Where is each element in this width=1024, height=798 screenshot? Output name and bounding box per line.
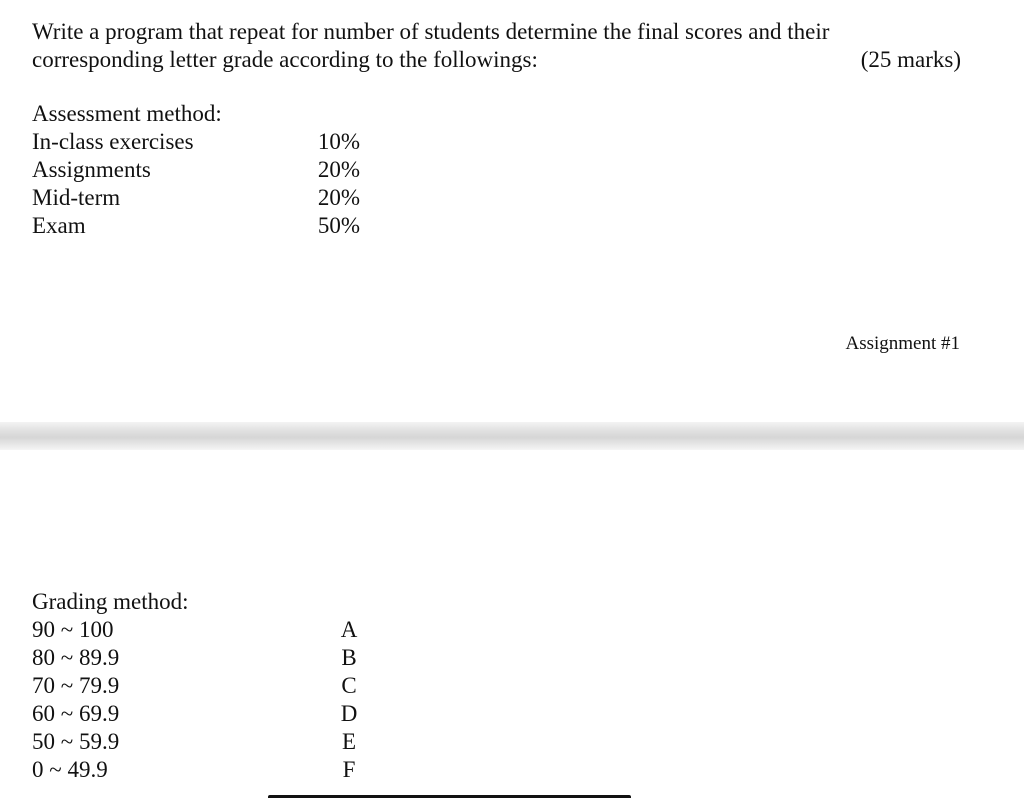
assessment-row <box>32 156 392 184</box>
score-range: 70 ~ 79.9 <box>32 673 120 698</box>
grading-row <box>32 756 392 784</box>
assessment-label: In-class exercises <box>32 129 194 154</box>
grading-row <box>32 728 392 756</box>
page-separator <box>0 422 1024 450</box>
letter-grade: D <box>340 701 358 726</box>
letter-grade: F <box>342 757 356 782</box>
grading-row <box>32 616 392 644</box>
grading-method-title: Grading method: <box>32 589 189 614</box>
letter-grade: C <box>341 673 357 698</box>
assessment-table <box>32 128 392 240</box>
assessment-percentage: 10% <box>317 129 360 154</box>
score-range: 90 ~ 100 <box>32 617 114 642</box>
grading-table <box>32 616 392 784</box>
assessment-row <box>32 212 392 240</box>
assessment-percentage: 50% <box>317 213 360 238</box>
assessment-percentage: 20% <box>317 185 360 210</box>
score-range: 80 ~ 89.9 <box>32 645 120 670</box>
grading-row <box>32 644 392 672</box>
score-range: 50 ~ 59.9 <box>32 729 120 754</box>
score-range: 0 ~ 49.9 <box>32 757 108 782</box>
assessment-percentage: 20% <box>317 157 360 182</box>
letter-grade: E <box>341 729 357 754</box>
assessment-row <box>32 128 392 156</box>
letter-grade: B <box>341 645 357 670</box>
assessment-row <box>32 184 392 212</box>
score-range: 60 ~ 69.9 <box>32 701 120 726</box>
grading-row <box>32 700 392 728</box>
letter-grade: A <box>340 617 358 642</box>
assessment-label: Mid-term <box>32 185 121 210</box>
assessment-method-title: Assessment method: <box>32 101 222 126</box>
assignment-footer-label: Assignment #1 <box>845 333 960 354</box>
assessment-label: Exam <box>32 213 86 238</box>
assessment-label: Assignments <box>32 157 151 182</box>
grading-row <box>32 672 392 700</box>
question-text-line-1: Write a program that repeat for number of students determine the final scores and their <box>32 19 830 44</box>
question-text-line-2: corresponding letter grade according to the followings: <box>32 47 538 72</box>
marks-label: (25 marks) <box>860 47 961 72</box>
